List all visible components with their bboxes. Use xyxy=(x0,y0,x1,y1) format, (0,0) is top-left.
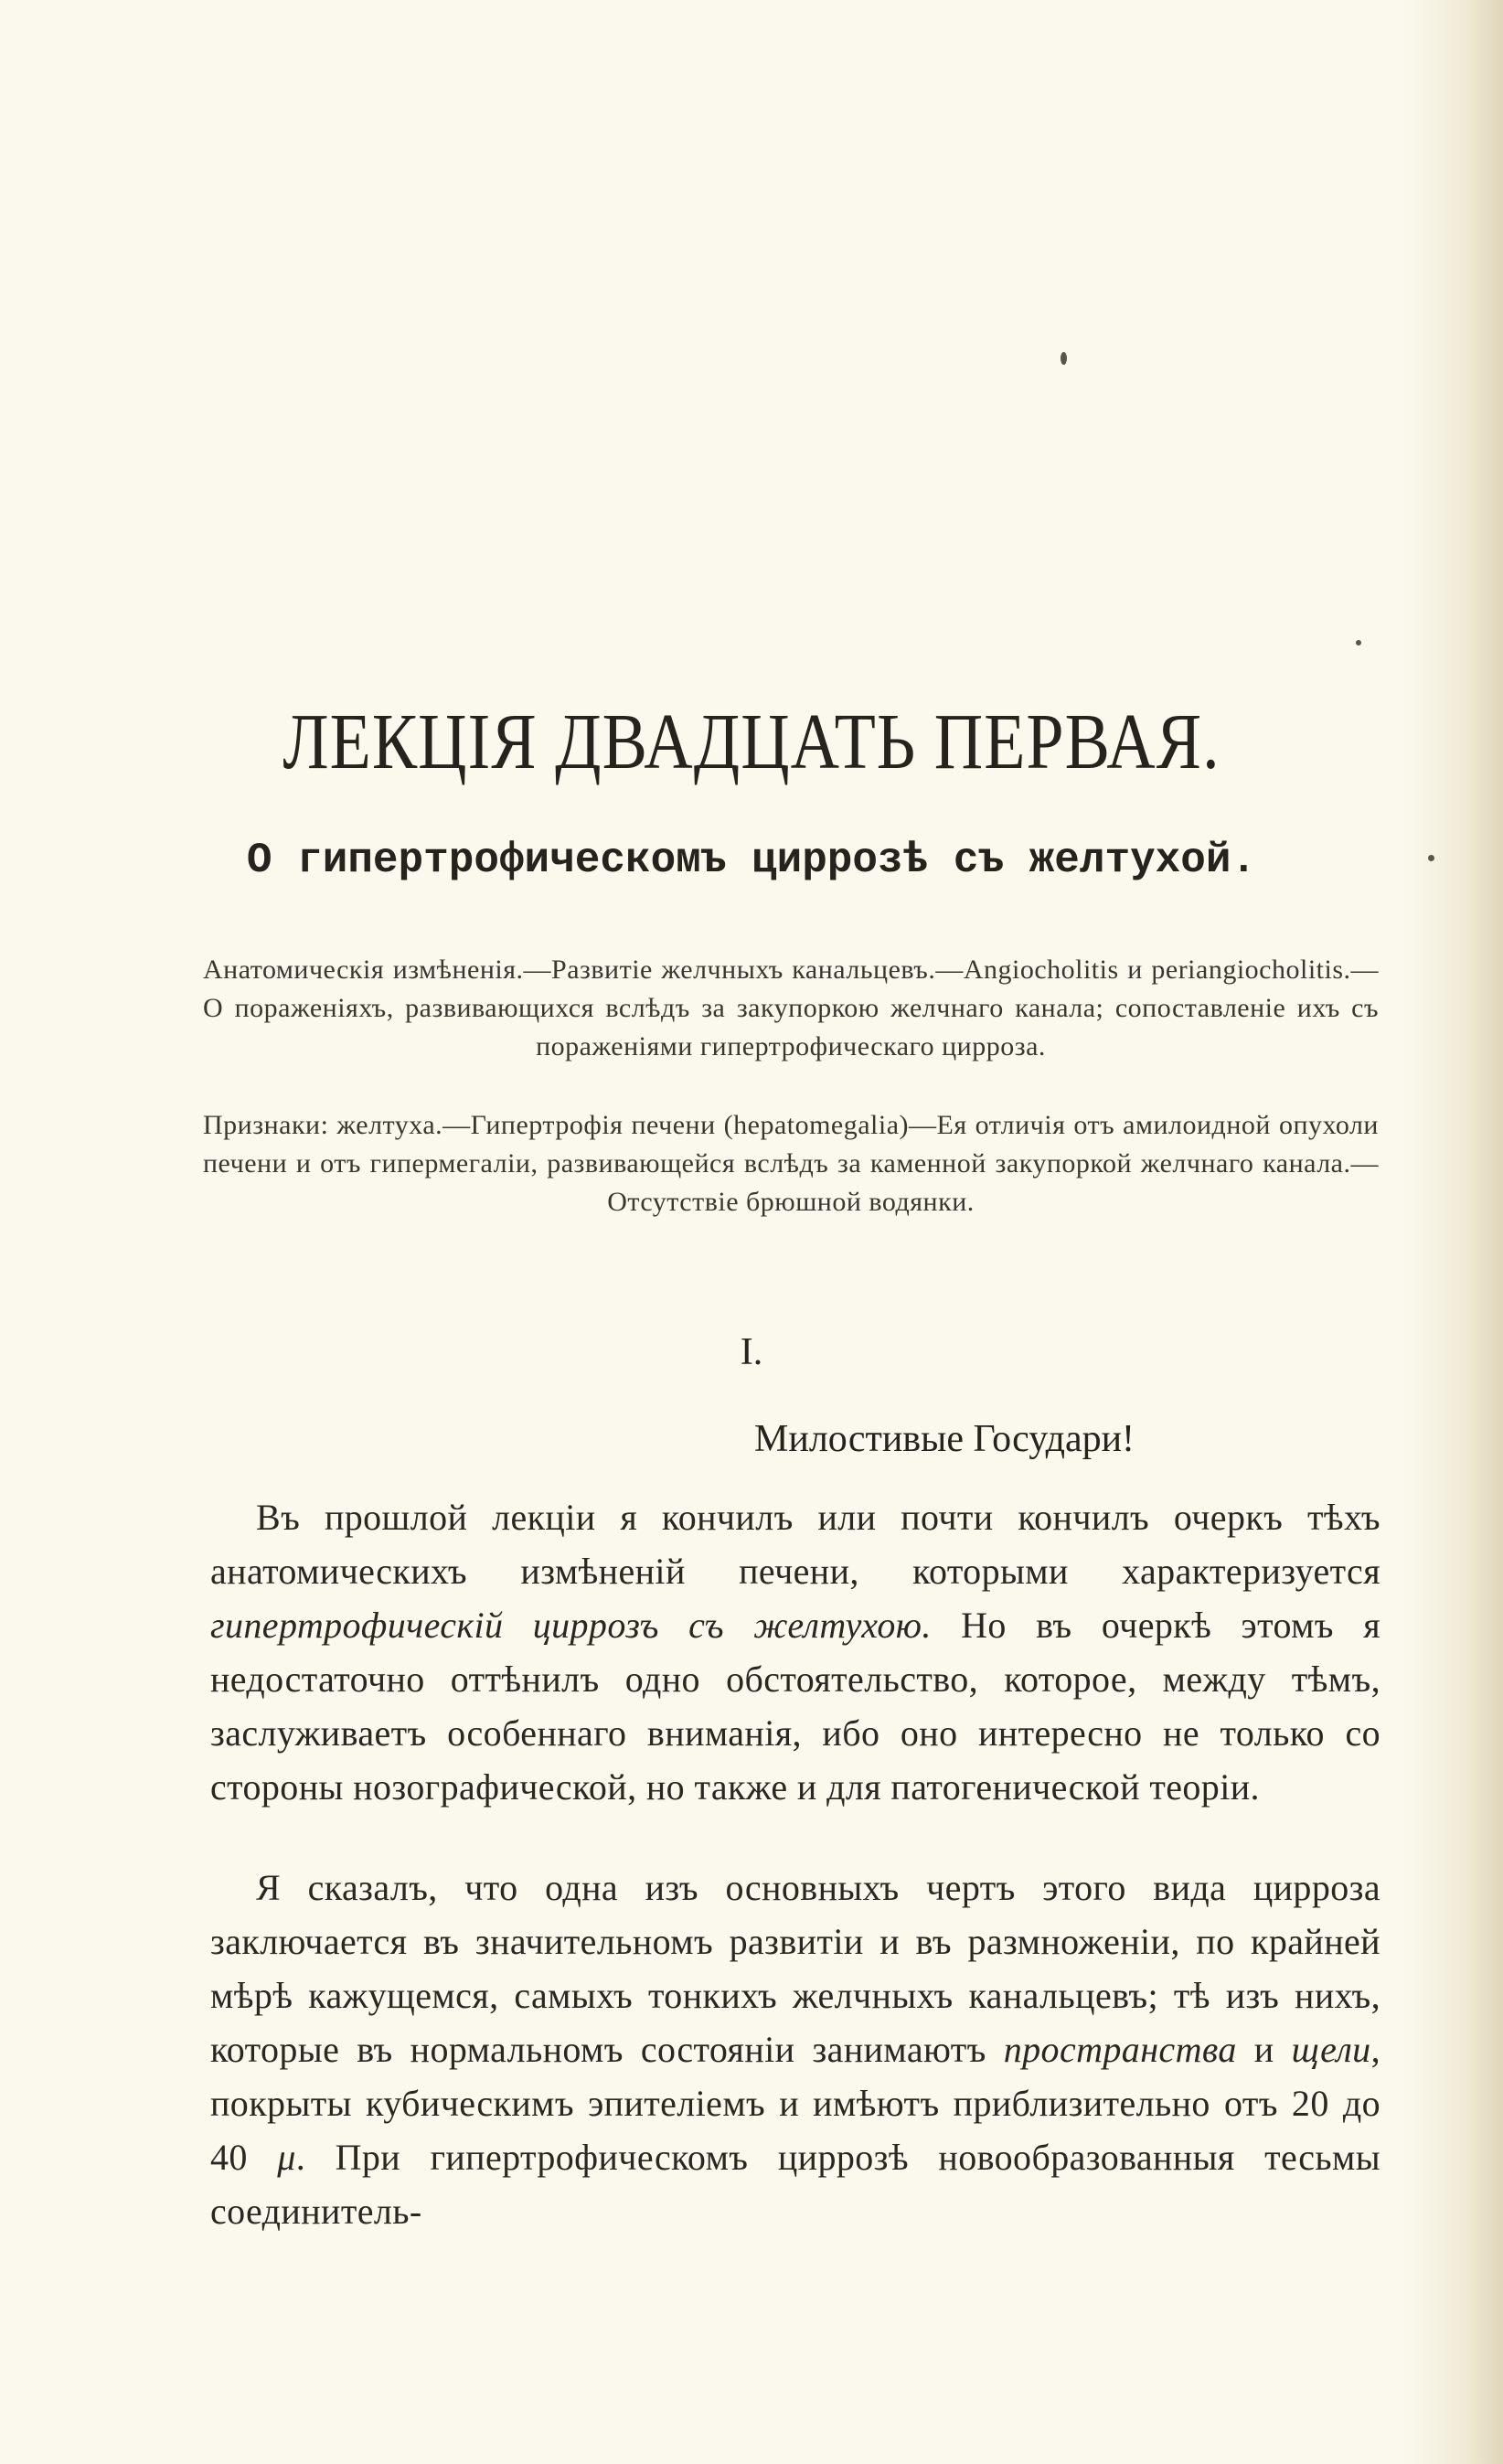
paragraph xyxy=(210,1490,1380,1814)
summary-anatomy xyxy=(203,951,1379,1066)
paragraph-text: , покрыты кубическимъ эпителіемъ и имѣютъ приблизительно отъ 20 до 40 xyxy=(210,2029,1380,2178)
lecture-subtitle: О гипертрофическомъ циррозѣ съ желтухой. xyxy=(246,837,1257,884)
paragraph-text: . При гипертрофическомъ циррозѣ новообразованныя тесьмы соединитель- xyxy=(210,2137,1380,2232)
paragraph xyxy=(210,1861,1380,2238)
summary-text: Анатомическія измѣненія.—Развитіе желчныхъ канальцевъ.—Angiocholitis и periangiocholitis.—О пораженіяхъ, развивающихся вслѣдъ за закупоркою желчнаго канала; сопоставленіе ихъ съ пораженіями гипертрофическаго цирроза. xyxy=(203,955,1379,1061)
ink-speck xyxy=(1356,640,1361,645)
section-number: I. xyxy=(740,1331,763,1373)
summary-signs xyxy=(203,1106,1379,1221)
paragraph-text: Но въ очеркѣ этомъ я недостаточно оттѣнилъ одно обстоятельство, которое, между тѣмъ, заслуживаетъ особеннаго вниманія, ибо оно интересно не только со стороны нозографической, но также и для патогенической теоріи. xyxy=(210,1605,1380,1808)
summary-text: Признаки: желтуха.—Гипертрофія печени (hepatomegalia)—Ея отличія отъ амилоидной опухоли печени и отъ гипермегаліи, развивающейся вслѣдъ за каменной закупоркой желчнаго канала.—Отсутствіе брюшной водянки. xyxy=(203,1110,1379,1217)
italic-term: пространства xyxy=(1003,2029,1237,2070)
paragraph-text: Я сказалъ, что одна изъ основныхъ чертъ этого вида цирроза заключается въ значительномъ развитіи и въ размноженіи, по крайней мѣрѣ кажущемся, самыхъ тонкихъ желчныхъ канальцевъ; тѣ изъ нихъ, которые въ нормальномъ состояніи занимаютъ xyxy=(210,1867,1380,2070)
paragraph-text: и xyxy=(1236,2029,1292,2070)
lecture-title: ЛЕКЦІЯ ДВАДЦАТЬ ПЕРВАЯ. xyxy=(282,698,1221,787)
italic-term: гипертрофическій циррозъ съ желтухою. xyxy=(210,1605,932,1646)
paragraph-text: Въ прошлой лекціи я кончилъ или почти кончилъ очеркъ тѣхъ анатомическихъ измѣненій печени, которыми характеризуется xyxy=(210,1497,1380,1592)
unit-symbol: μ xyxy=(277,2137,296,2178)
italic-term: щели xyxy=(1291,2029,1371,2070)
page-edge-shadow xyxy=(1402,0,1503,2464)
ink-speck xyxy=(1061,352,1067,365)
salutation: Милостивые Государи! xyxy=(754,1418,1135,1460)
